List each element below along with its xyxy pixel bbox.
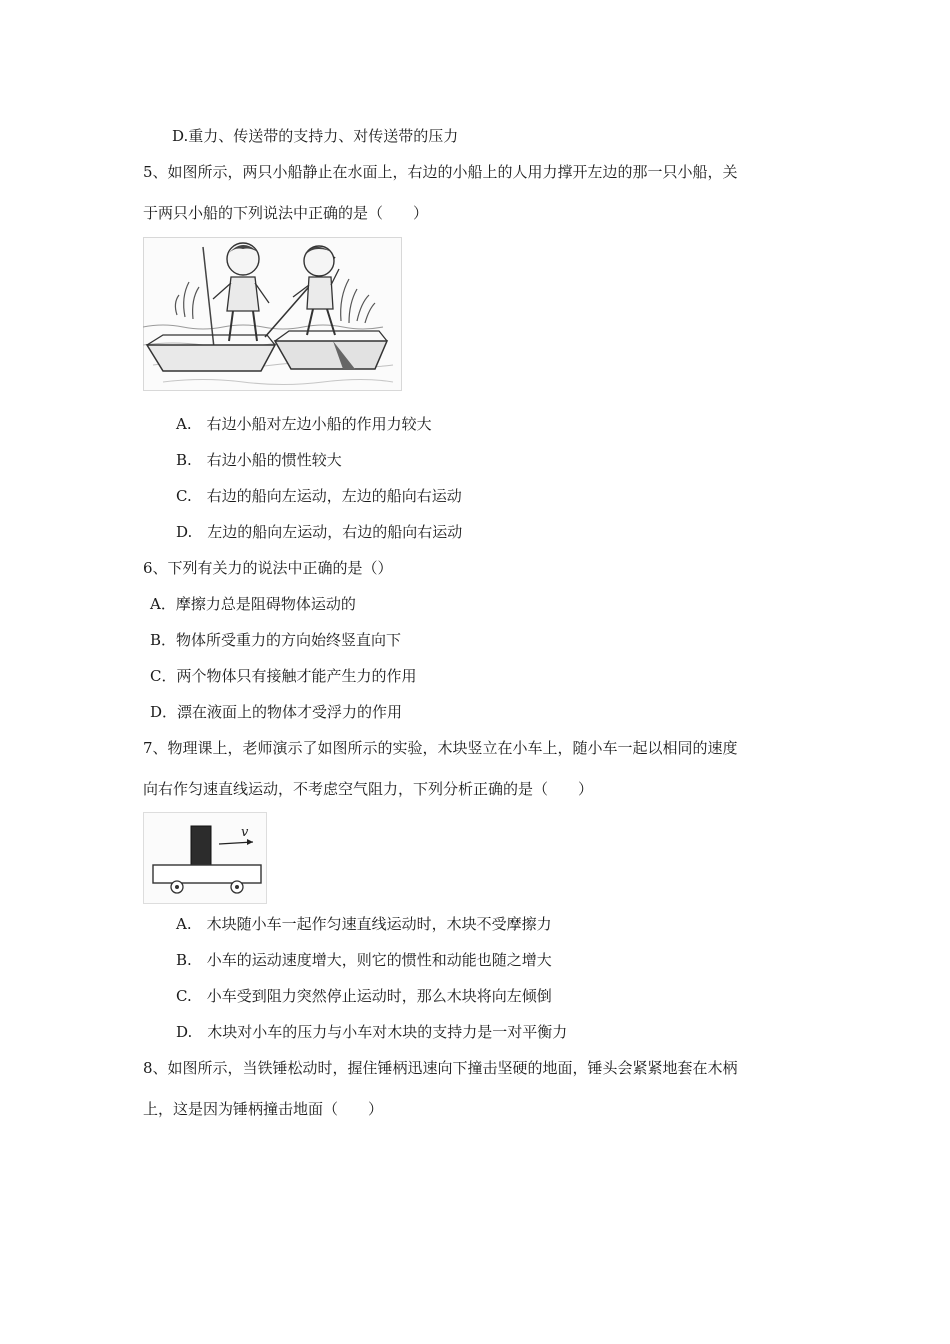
q5-option-a: A. 右边小船对左边小船的作用力较大 bbox=[176, 415, 432, 433]
q8-stem-line2: 上，这是因为锤柄撞击地面（ ） bbox=[143, 1100, 384, 1118]
boats-illustration bbox=[143, 237, 402, 391]
q7-stem-line1: 7、物理课上，老师演示了如图所示的实验，木块竖立在小车上，随小车一起以相同的速度 bbox=[143, 739, 738, 757]
q6-option-c: C．两个物体只有接触才能产生力的作用 bbox=[150, 667, 417, 685]
q6-option-a: A．摩擦力总是阻碍物体运动的 bbox=[150, 595, 356, 613]
q5-stem-line2: 于两只小船的下列说法中正确的是（ ） bbox=[143, 204, 429, 222]
q4-option-d: D.重力、传送带的支持力、对传送带的压力 bbox=[172, 127, 459, 145]
q8-stem-line1: 8、如图所示，当铁锤松动时，握住锤柄迅速向下撞击坚硬的地面，锤头会紧紧地套在木柄 bbox=[143, 1059, 738, 1077]
velocity-label: v bbox=[241, 825, 249, 840]
q7-option-c: C. 小车受到阻力突然停止运动时，那么木块将向左倾倒 bbox=[176, 987, 552, 1005]
boats-figure bbox=[143, 237, 402, 391]
q5-stem-line1: 5、如图所示，两只小船静止在水面上，右边的小船上的人用力撑开左边的那一只小船，关 bbox=[143, 163, 738, 181]
q6-option-d: D．漂在液面上的物体才受浮力的作用 bbox=[150, 703, 403, 721]
cart-figure bbox=[143, 812, 267, 904]
cart-illustration bbox=[143, 812, 267, 904]
q7-option-b: B. 小车的运动速度增大，则它的惯性和动能也随之增大 bbox=[176, 951, 552, 969]
q7-option-a: A. 木块随小车一起作匀速直线运动时，木块不受摩擦力 bbox=[176, 915, 552, 933]
q5-option-c: C. 右边的船向左运动，左边的船向右运动 bbox=[176, 487, 462, 505]
q7-option-d: D. 木块对小车的压力与小车对木块的支持力是一对平衡力 bbox=[176, 1023, 568, 1041]
q6-stem: 6、下列有关力的说法中正确的是（） bbox=[143, 559, 393, 577]
q7-stem-line2: 向右作匀速直线运动，不考虑空气阻力，下列分析正确的是（ ） bbox=[143, 780, 594, 798]
q5-option-b: B. 右边小船的惯性较大 bbox=[176, 451, 342, 469]
q6-option-b: B．物体所受重力的方向始终竖直向下 bbox=[150, 631, 402, 649]
q5-option-d: D. 左边的船向左运动，右边的船向右运动 bbox=[176, 523, 463, 541]
